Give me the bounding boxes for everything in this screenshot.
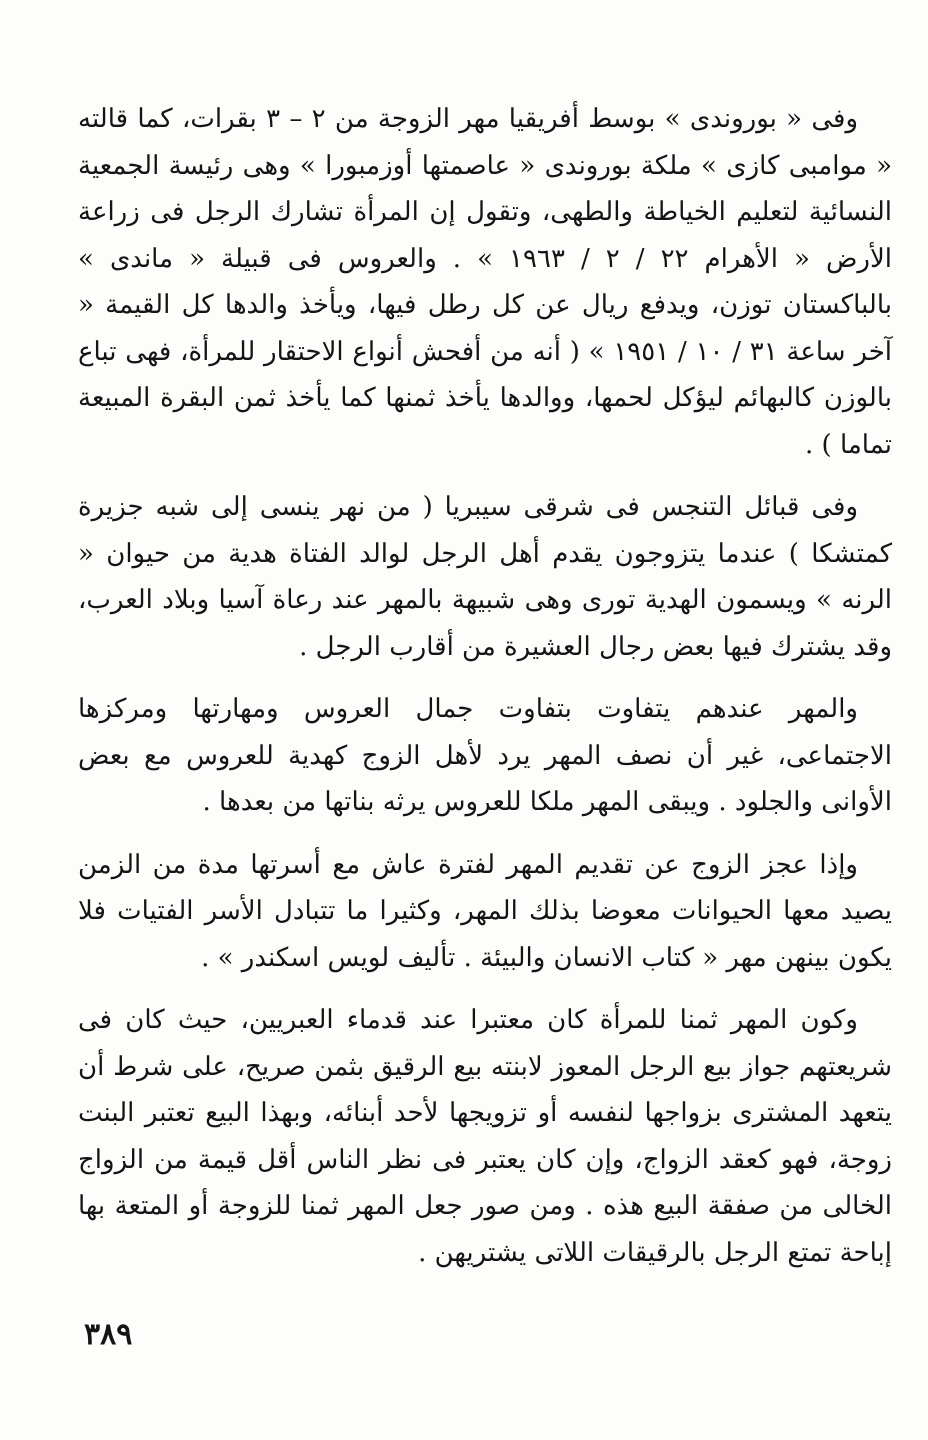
paragraph-husband-unable: وإذا عجز الزوج عن تقديم المهر لفترة عاش مع أسرتها مدة من الزمن يصيد معها الحيوانات معوضا بذلك المهر، وكثيرا ما تتبادل الأسر الفتيات فلا يكون بينهن مهر « كتاب الانسان والبيئة . تأليف لويس اسكندر » . bbox=[78, 849, 892, 973]
paragraph-dowry-variation: والمهر عندهم يتفاوت بتفاوت جمال العروس ومهارتها ومركزها الاجتماعى، غير أن نصف المهر يرد لأهل الزوج كهدية للعروس مع بعض الأوانى والجلود . ويبقى المهر ملكا للعروس يرثه بناتها من بعدها . bbox=[78, 694, 892, 817]
paragraph-tungus-tribes: وفى قبائل التنجس فى شرقى سيبريا ( من نهر ينسى إلى شبه جزيرة كمتشكا ) عندما يتزوجون يقدم أهل الرجل لوالد الفتاة هدية من حيوان « الرنه » ويسمون الهدية تورى وهى شبيهة بالمهر عند رعاة آسيا وبلاد العرب، وقد يشترك فيها بعض رجال العشيرة من أقارب الرجل . bbox=[78, 492, 892, 662]
page-number: ٣٨٩ bbox=[84, 1317, 133, 1352]
paragraph-ancient-hebrews: وكون المهر ثمنا للمرأة كان معتبرا عند قدماء العبريين، حيث كان فى شريعتهم جواز بيع الرجل المعوز لابنته بيع الرقيق بثمن صريح، على شرط أن يتعهد المشترى بزواجها لنفسه أو تزويجها لأحد أبنائه، وبهذا البيع تعتبر البنت زوجة، فهو كعقد الزواج، وإن كان يعتبر فى نظر الناس أقل قيمة من الزواج الخالى من صفقة البيع هذه . ومن صور جعل المهر ثمنا للزوجة أو المتعة بها إباحة تمتع الرجل بالرقيقات اللاتى يشتريهن . bbox=[78, 1005, 892, 1268]
body-text bbox=[78, 96, 892, 1276]
paragraph-burundi-mandi: وفى « بوروندى » بوسط أفريقيا مهر الزوجة من ٢ – ٣ بقرات، كما قالته « موامبى كازى » ملكة بوروندى « عاصمتها أوزمبورا » وهى رئيسة الجمعية النسائية لتعليم الخياطة والطهى، وتقول إن المرأة تشارك الرجل فى زراعة الأرض « الأهرام ٢٢ / ٢ / ١٩٦٣ » . والعروس فى قبيلة « ماندى » بالباكستان توزن، ويدفع ريال عن كل رطل فيها، ويأخذ والدها كل القيمة « آخر ساعة ٣١ / ١٠ / ١٩٥١ » ( أنه من أفحش أنواع الاحتقار للمرأة، فهى تباع بالوزن كالبهائم ليؤكل لحمها، ووالدها يأخذ ثمنها كما يأخذ ثمن البقرة المبيعة تماما ) . bbox=[78, 104, 892, 460]
